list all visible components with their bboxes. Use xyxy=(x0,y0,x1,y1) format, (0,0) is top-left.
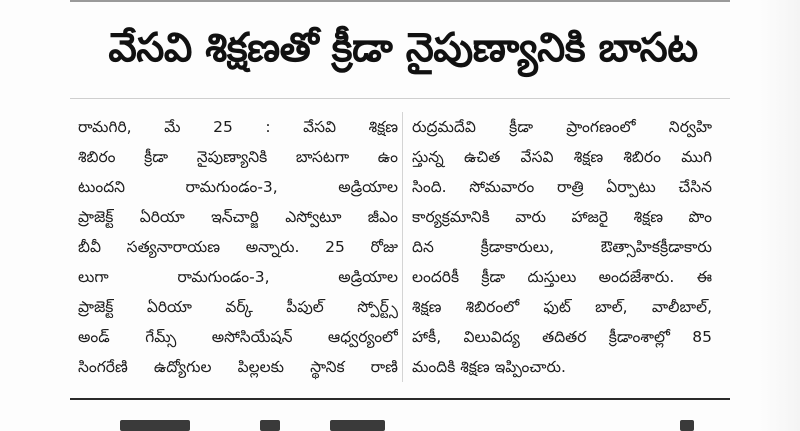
article-line: ప్రాజెక్ట్ ఏరియా ఇన్‌చార్జి ఎస్వోటూ జీఎం xyxy=(78,208,398,226)
article-headline: వేసవి శిక్షణతో క్రీడా నైపుణ్యానికి బాసట xyxy=(108,25,698,71)
article-line: బీవీ సత్యనారాయణ అన్నారు. 25 రోజు xyxy=(78,238,398,256)
article-line: రామగిరి, మే 25 : వేసవి శిక్షణ xyxy=(78,118,398,136)
article-line: సింది. సోమవారం రాత్రి ఏర్పాటు చేసిన xyxy=(412,178,712,196)
article-line: టుందని రామగుండం-3, అడ్రియాల xyxy=(78,178,398,196)
article-line: మందికి శిక్షణ ఇప్పించారు. xyxy=(412,358,566,376)
cropped-text-fragment xyxy=(260,420,280,431)
article-line: కార్యక్రమానికి వారు హాజరై శిక్షణ పొం xyxy=(412,208,712,226)
article-column-left xyxy=(78,112,398,382)
cropped-text-fragment xyxy=(680,420,694,431)
top-rule xyxy=(70,0,730,2)
article-line: హాకీ, విలువిద్య తదితర క్రీడాంశాల్లో 85 xyxy=(412,328,712,346)
column-divider xyxy=(402,112,403,382)
article-line: స్తున్న ఉచిత వేసవి శిక్షణ శిబిరం ముగి xyxy=(412,148,712,166)
headline-rule xyxy=(70,98,730,99)
article-line: ప్రాజెక్ట్ ఏరియా వర్క్ పీపుల్ స్పోర్ట్స్ xyxy=(78,298,398,316)
cropped-text-fragment xyxy=(330,420,385,431)
article-line: లుగా రామగుండం-3, అడ్రియాల xyxy=(78,268,398,286)
page-shadow xyxy=(760,0,800,431)
article-line: అండ్ గేమ్స్ అసోసియేషన్ ఆధ్వర్యంలో xyxy=(78,328,398,346)
article-line: రుద్రమదేవి క్రీడా ప్రాంగణంలో నిర్వహి xyxy=(412,118,712,136)
cropped-text-fragment xyxy=(120,420,190,431)
cropped-next-article xyxy=(80,414,720,431)
article-line: శిక్షణ శిబిరంలో ఫుట్ బాల్, వాలీబాల్, xyxy=(412,298,712,316)
article-line: సింగరేణి ఉద్యోగుల పిల్లలకు స్థానిక రాణి xyxy=(78,358,398,376)
bottom-rule xyxy=(70,398,730,400)
article-line: శిబిరం క్రీడా నైపుణ్యానికి బాసటగా ఉం xyxy=(78,148,398,166)
article-line: దిన క్రీడాకారులు, ఔత్సాహికక్రీడాకారు xyxy=(412,238,712,256)
article-line: లందరికీ క్రీడా దుస్తులు అందజేశారు. ఈ xyxy=(412,268,712,286)
article-column-right xyxy=(412,112,712,382)
